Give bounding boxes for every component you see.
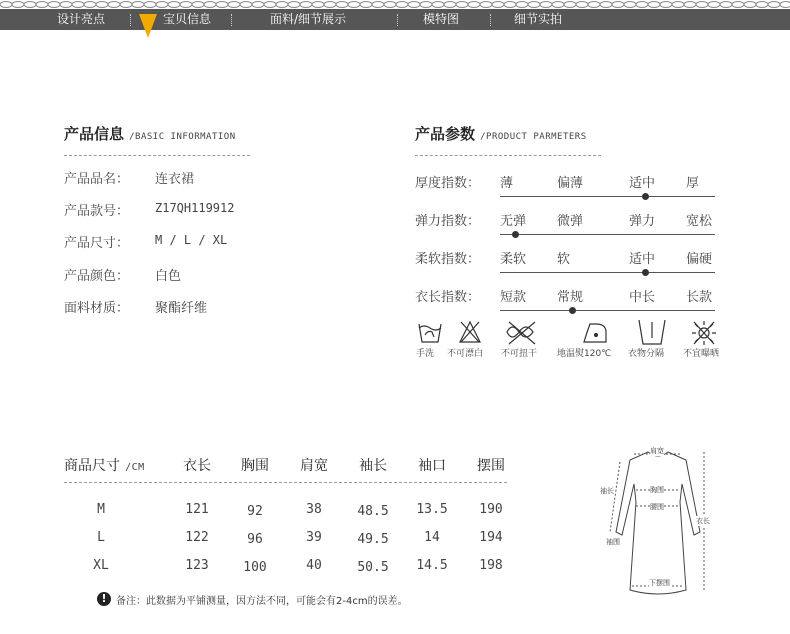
param-label: 厚度指数： <box>415 176 481 191</box>
table-cell: 194 <box>479 530 503 545</box>
nav-bar <box>0 9 790 30</box>
info-label: 产品款号： <box>64 204 130 219</box>
param-selected-dot <box>512 231 519 238</box>
table-cell: 96 <box>247 532 263 547</box>
table-cell: 50.5 <box>357 560 389 575</box>
hand-wash-icon <box>419 324 441 342</box>
param-option: 偏薄 <box>557 176 584 191</box>
param-option: 短款 <box>500 290 527 305</box>
table-divider <box>64 482 507 483</box>
column-header: 摆围 <box>477 458 505 474</box>
param-option: 柔软 <box>500 252 527 267</box>
column-header: 胸围 <box>241 458 269 474</box>
nav-fabric-details[interactable]: 面料/细节展示 <box>270 12 347 26</box>
size-label: L <box>97 530 105 545</box>
column-header: 袖口 <box>418 458 446 474</box>
care-icons <box>415 318 735 348</box>
size-label: XL <box>93 558 109 573</box>
params-subtitle: /PRODUCT PARMETERS <box>480 132 587 142</box>
table-cell: 13.5 <box>416 502 448 517</box>
table-cell: 122 <box>185 530 209 545</box>
size-table-unit: /CM <box>125 462 145 473</box>
param-scale-bar <box>500 196 715 197</box>
param-option: 常规 <box>557 290 584 305</box>
care-label-no-wring: 不可扭干 <box>501 349 538 359</box>
nav-separator <box>130 14 131 26</box>
low-iron-icon <box>584 324 606 342</box>
param-option: 微弹 <box>557 214 584 229</box>
divider <box>415 155 601 156</box>
param-option: 适中 <box>629 252 656 267</box>
active-nav-marker <box>139 14 157 38</box>
table-cell: 198 <box>479 558 503 573</box>
chain-border <box>0 0 790 9</box>
param-option: 偏硬 <box>686 252 713 267</box>
table-cell: 121 <box>185 502 209 517</box>
param-option: 适中 <box>629 176 656 191</box>
info-label: 产品品名： <box>64 172 130 187</box>
diagram-label-shoulder: 肩宽 <box>650 447 664 455</box>
param-option: 中长 <box>629 290 656 305</box>
table-cell: 14.5 <box>416 558 448 573</box>
param-selected-dot <box>569 307 576 314</box>
param-option: 无弹 <box>500 214 527 229</box>
table-cell: 190 <box>479 502 503 517</box>
param-scale-bar <box>500 272 715 273</box>
basic-info-subtitle: /BASIC INFORMATION <box>129 132 236 142</box>
diagram-label-cuff: 袖围 <box>606 538 620 546</box>
param-option: 厚 <box>686 176 700 191</box>
info-value: 聚酯纤维 <box>155 301 208 316</box>
size-table-heading <box>64 455 145 475</box>
info-value: Z17QH119912 <box>155 201 235 215</box>
column-header: 肩宽 <box>300 458 328 474</box>
table-cell: 14 <box>424 530 440 545</box>
nav-separator <box>490 14 491 26</box>
nav-model-photos[interactable]: 模特图 <box>423 12 460 26</box>
param-option: 弹力 <box>629 214 656 229</box>
param-selected-dot <box>642 193 649 200</box>
table-cell: 100 <box>243 560 267 575</box>
no-sun-dry-icon <box>692 321 716 345</box>
no-wring-icon <box>507 322 535 344</box>
separate-wash-icon <box>639 320 665 344</box>
diagram-label-hem: 下摆围 <box>649 579 670 587</box>
nav-detail-shots[interactable]: 细节实拍 <box>514 12 563 26</box>
divider <box>64 155 250 156</box>
param-option: 软 <box>557 252 571 267</box>
nav-separator <box>397 14 398 26</box>
info-icon: ! <box>97 592 111 606</box>
no-bleach-icon <box>460 322 480 342</box>
param-scale-bar <box>500 234 715 235</box>
param-label: 衣长指数： <box>415 290 481 305</box>
info-label: 产品颜色： <box>64 269 130 284</box>
info-label: 产品尺寸： <box>64 236 130 251</box>
diagram-label-waist: 腰围 <box>650 503 664 511</box>
param-selected-dot <box>642 269 649 276</box>
table-cell: 123 <box>185 558 209 573</box>
nav-separator <box>231 14 232 26</box>
basic-info-title: 产品信息 <box>64 125 125 143</box>
info-value: 连衣裙 <box>155 172 195 187</box>
care-label-no-bleach: 不可漂白 <box>447 349 484 359</box>
info-value: 白色 <box>155 269 182 284</box>
params-title: 产品参数 <box>415 125 476 143</box>
size-table-title: 商品尺寸 <box>64 458 120 474</box>
param-scale-bar <box>500 310 715 311</box>
care-label-separate: 衣物分隔 <box>628 349 665 359</box>
table-cell: 40 <box>306 558 322 573</box>
param-option: 长款 <box>686 290 713 305</box>
table-cell: 49.5 <box>357 532 389 547</box>
table-cell: 38 <box>306 502 322 517</box>
basic-info-heading <box>64 123 236 144</box>
param-option: 薄 <box>500 176 514 191</box>
param-label: 柔软指数： <box>415 252 481 267</box>
diagram-label-sleeve: 袖长 <box>600 487 614 495</box>
info-value: M / L / XL <box>155 233 228 247</box>
params-heading <box>415 123 587 144</box>
nav-design-highlights[interactable]: 设计亮点 <box>57 12 106 26</box>
column-header: 袖长 <box>359 458 387 474</box>
column-header: 衣长 <box>183 458 211 474</box>
diagram-label-chest: 胸围 <box>650 486 664 494</box>
diagram-label-length: 衣长 <box>696 517 710 525</box>
table-cell: 92 <box>247 504 263 519</box>
param-option: 宽松 <box>686 214 713 229</box>
care-label-low-iron: 地温熨120℃ <box>557 349 612 359</box>
info-label: 面料材质： <box>64 301 130 316</box>
table-cell: 39 <box>306 530 322 545</box>
care-label-no-sun: 不宜曝晒 <box>683 349 720 359</box>
care-label-hand-wash: 手洗 <box>416 349 435 359</box>
param-label: 弹力指数： <box>415 214 481 229</box>
nav-product-info[interactable]: 宝贝信息 <box>163 12 212 26</box>
size-note: 备注：此数据为平铺测量，因方法不同，可能会有2-4cm的误差。 <box>116 596 408 607</box>
size-label: M <box>97 502 105 517</box>
table-cell: 48.5 <box>357 504 389 519</box>
